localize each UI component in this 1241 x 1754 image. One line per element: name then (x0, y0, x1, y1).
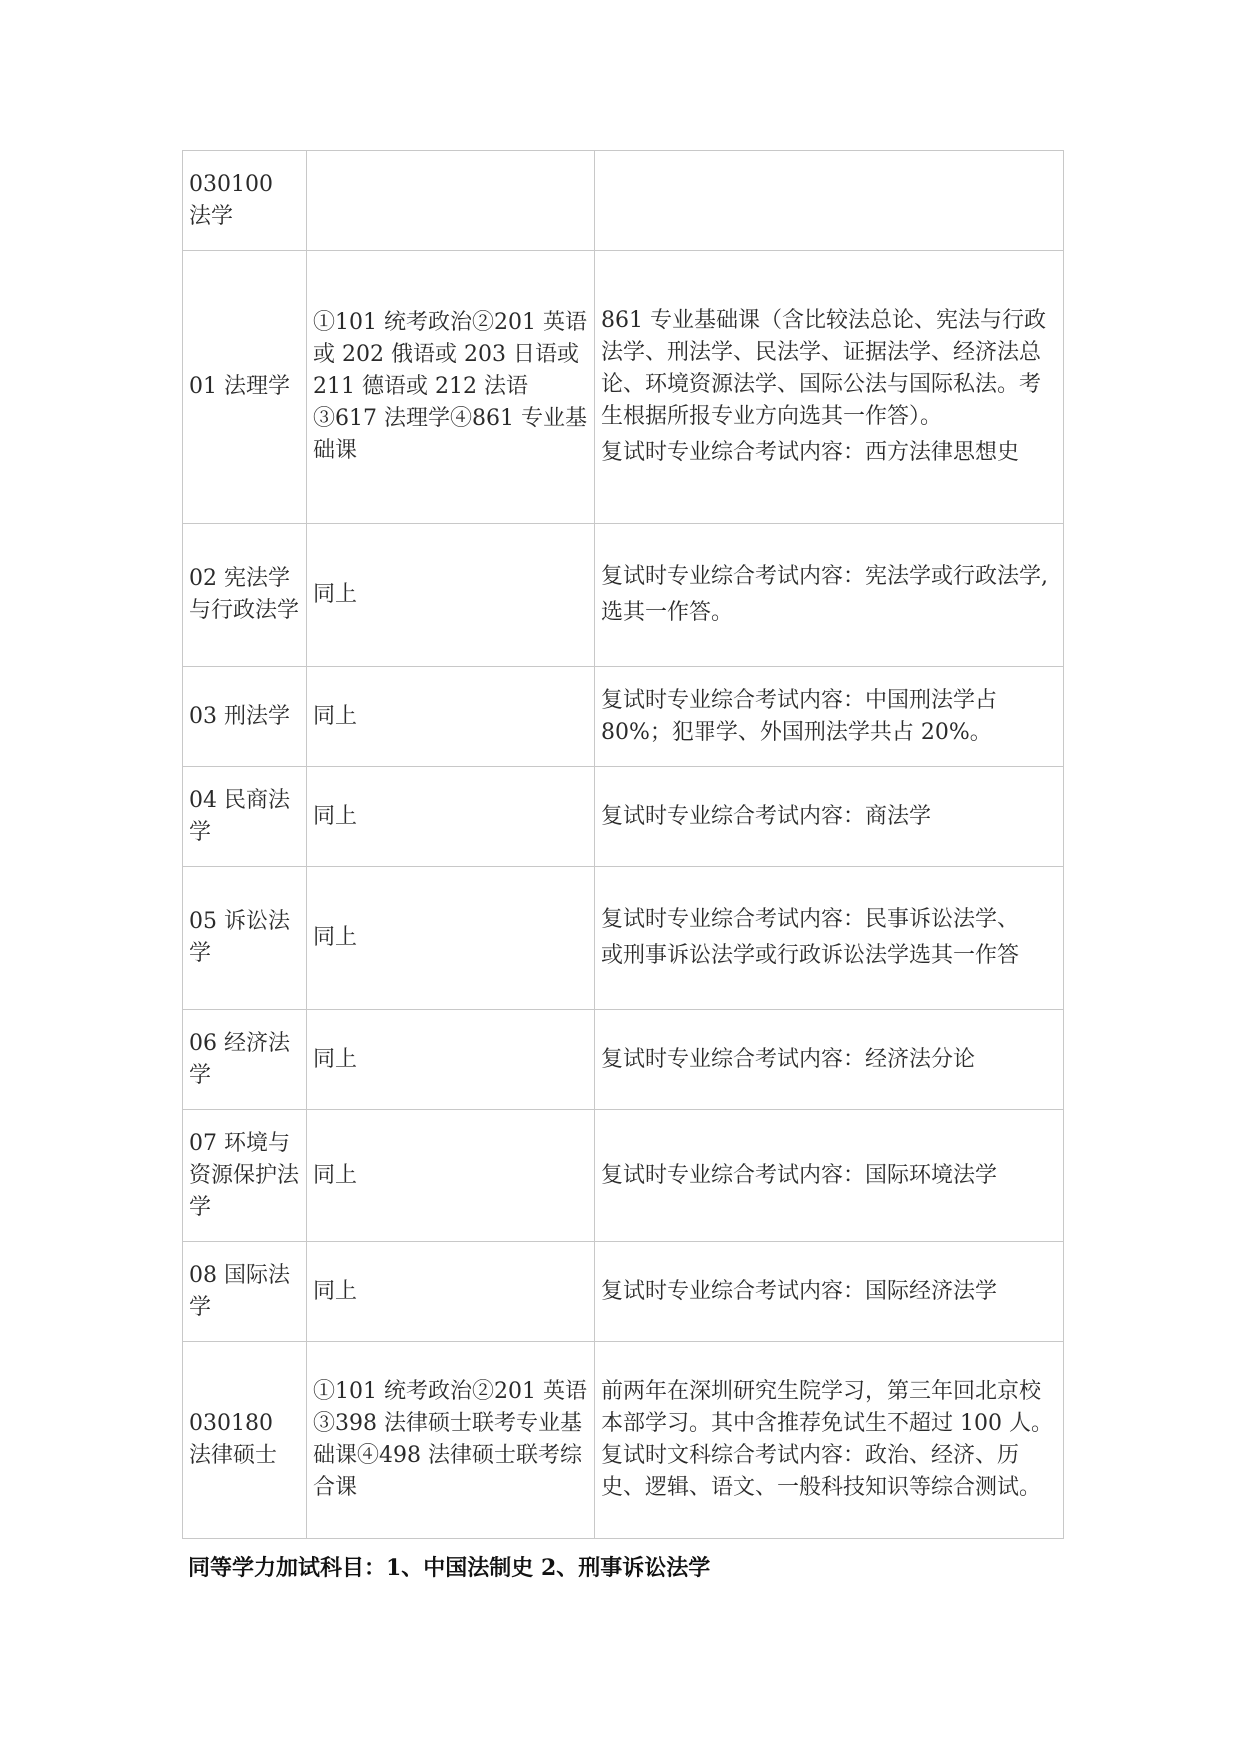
notes-cell (595, 1242, 1064, 1342)
notes-cell (595, 1110, 1064, 1242)
major-cell (183, 1010, 307, 1110)
table-row (183, 1010, 1064, 1110)
table-row (183, 1110, 1064, 1242)
notes-cell (595, 1342, 1064, 1539)
major-name: 06 经济法学 (189, 1030, 290, 1088)
notes-text: 复试时专业综合考试内容：商法学 (601, 803, 932, 829)
notes-text: 复试时专业综合考试内容：民事诉讼法学、 (601, 907, 1020, 932)
notes-text: 复试时专业综合考试内容：国际环境法学 (601, 1162, 998, 1188)
subjects-cell (307, 251, 595, 524)
notes-text: 选其一作答。 (601, 600, 734, 625)
subjects-text: 同上 (313, 1162, 358, 1188)
major-cell (183, 867, 307, 1010)
major-name: 030180 法律硕士 (189, 1411, 278, 1468)
table-row (183, 767, 1064, 867)
subjects-cell (307, 1110, 595, 1242)
subjects-text: 同上 (313, 803, 358, 829)
notes-text: 861 专业基础课（含比较法总论、宪法与行政法学、刑法学、民法学、证据法学、经济法总论、环境资源法学、国际公法与国际私法。考生根据所报专业方向选其一作答）。 (601, 308, 1046, 429)
major-cell (183, 524, 307, 667)
major-name: 05 诉讼法学 (189, 909, 290, 966)
major-cell (183, 1242, 307, 1342)
major-name: 01 法理学 (189, 374, 290, 399)
major-name: 03 刑法学 (189, 703, 290, 729)
table-row (183, 251, 1064, 524)
notes-cell (595, 251, 1064, 524)
subjects-cell (307, 524, 595, 667)
subjects-cell (307, 1242, 595, 1342)
notes-cell (595, 767, 1064, 867)
table-row (183, 1342, 1064, 1539)
subjects-text: 同上 (313, 1278, 358, 1304)
notes-text: 复试时专业综合考试内容：经济法分论 (601, 1046, 976, 1072)
notes-cell (595, 151, 1064, 251)
table-row (183, 667, 1064, 767)
major-name: 02 宪法学与行政法学 (189, 566, 300, 623)
table-row (183, 151, 1064, 251)
subjects-text: ①101 统考政治②201 英语③398 法律硕士联考专业基础课④498 法律硕士联考综合课 (313, 1379, 587, 1500)
table-row (183, 524, 1064, 667)
notes-cell (595, 1010, 1064, 1110)
table-row (183, 867, 1064, 1010)
equivalent-qualification-note: 同等学力加试科目：1、中国法制史 2、刑事诉讼法学 (188, 1555, 711, 1581)
notes-text: 复试时专业综合考试内容：西方法律思想史 (601, 440, 1020, 465)
major-cell (183, 667, 307, 767)
subjects-cell (307, 1010, 595, 1110)
major-cell (183, 1110, 307, 1242)
subjects-cell (307, 767, 595, 867)
subjects-text: 同上 (313, 1046, 358, 1072)
major-cell (183, 1342, 307, 1539)
major-name: 07 环境与资源保护法学 (189, 1130, 300, 1220)
major-name: 030100 法学 (189, 171, 273, 229)
major-name: 04 民商法学 (189, 787, 290, 845)
notes-cell (595, 524, 1064, 667)
table-row (183, 1242, 1064, 1342)
notes-text: 复试时专业综合考试内容：宪法学或行政法学, (601, 564, 1048, 589)
subjects-cell (307, 1342, 595, 1539)
subjects-cell (307, 151, 595, 251)
subjects-cell (307, 867, 595, 1010)
subjects-text: 同上 (313, 582, 358, 607)
major-cell (183, 767, 307, 867)
subjects-text: 同上 (313, 925, 358, 950)
major-cell (183, 151, 307, 251)
major-name: 08 国际法学 (189, 1262, 290, 1320)
notes-text: 或刑事诉讼法学或行政诉讼法学选其一作答 (601, 943, 1020, 968)
subjects-text: 同上 (313, 703, 358, 729)
subjects-cell (307, 667, 595, 767)
notes-cell (595, 667, 1064, 767)
major-cell (183, 251, 307, 524)
notes-text: 复试时专业综合考试内容：中国刑法学占 80%；犯罪学、外国刑法学共占 20%。 (601, 687, 998, 745)
notes-cell (595, 867, 1064, 1010)
subjects-text: ①101 统考政治②201 英语或 202 俄语或 203 日语或 211 德语或 212 法语③617 法理学④861 专业基础课 (313, 310, 587, 463)
exam-subjects-table (182, 150, 1064, 1539)
notes-text: 前两年在深圳研究生院学习，第三年回北京校本部学习。其中含推荐免试生不超过 100 人。复试时文科综合考试内容：政治、经济、历史、逻辑、语文、一般科技知识等综合测试。 (601, 1379, 1053, 1500)
notes-text: 复试时专业综合考试内容：国际经济法学 (601, 1278, 998, 1304)
